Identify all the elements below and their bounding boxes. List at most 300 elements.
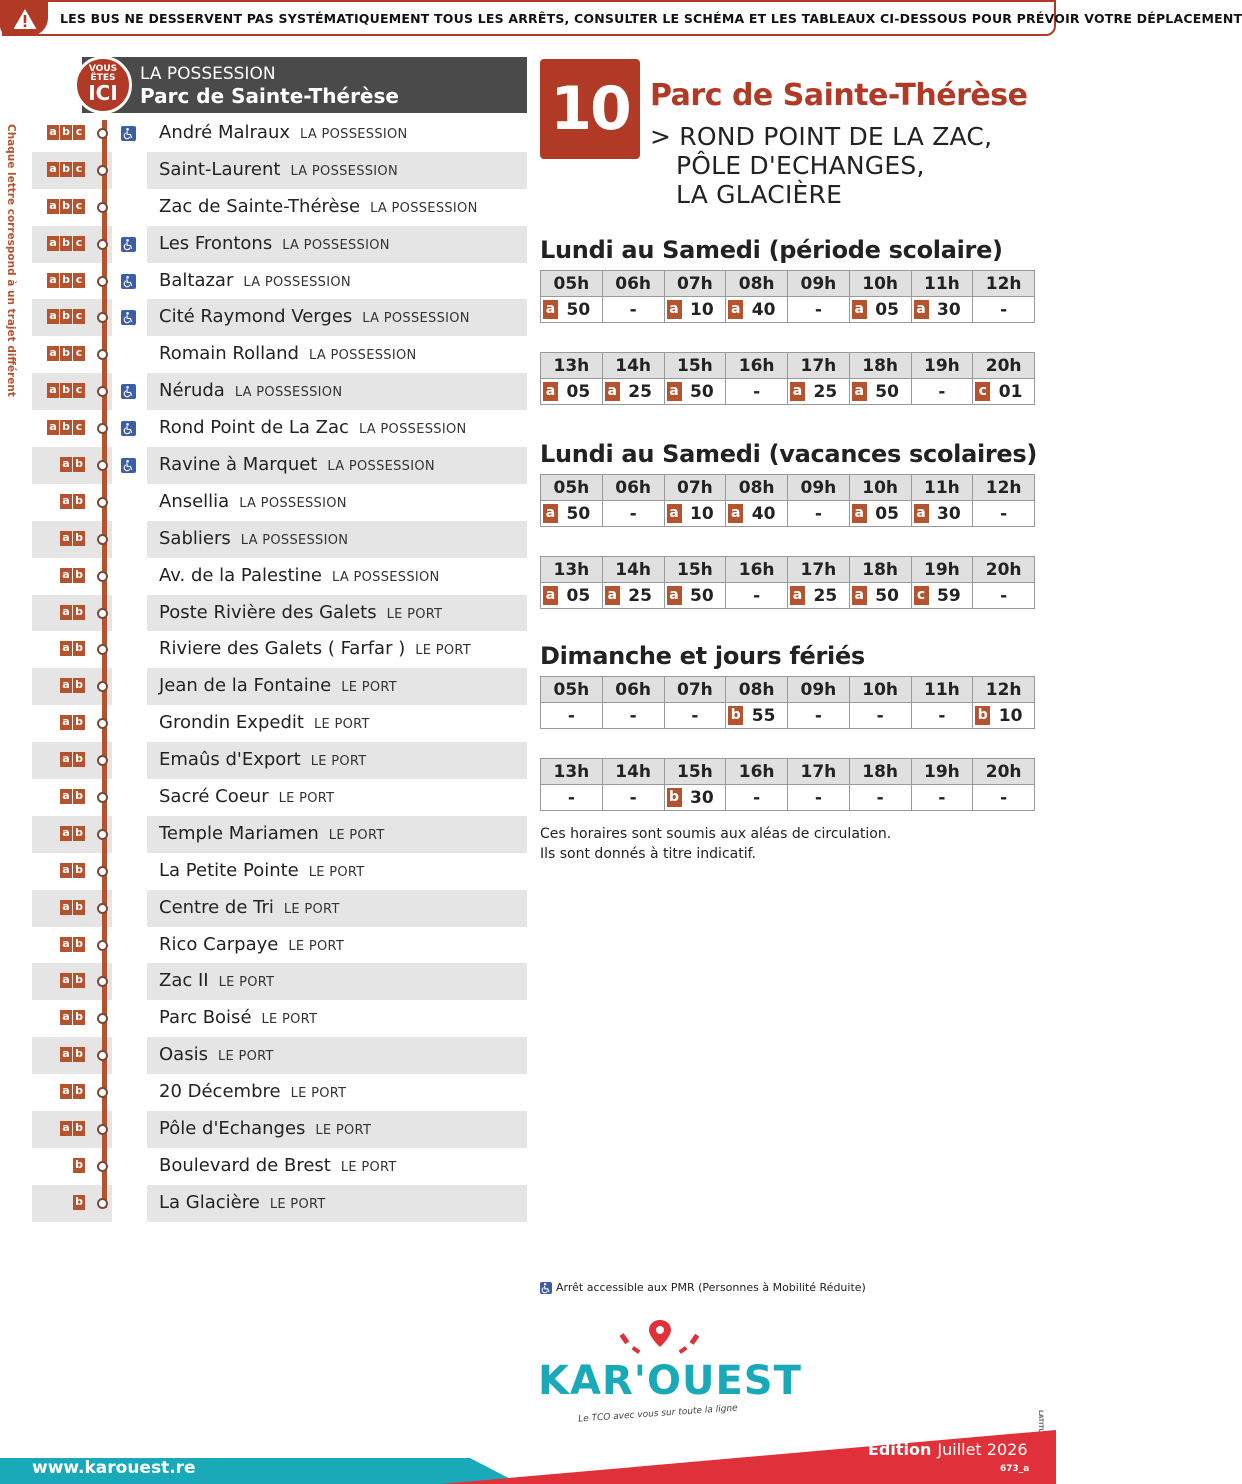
- stop-dot-icon: [97, 866, 108, 877]
- stop-name-text: Saint-Laurent: [159, 158, 281, 180]
- minute-value: -: [753, 585, 761, 606]
- minute-cell: [726, 785, 788, 811]
- hour-cell: 09h: [788, 677, 850, 703]
- minute-cell: [911, 501, 973, 527]
- stop-name: [159, 1118, 371, 1139]
- trip-tag: a: [728, 300, 743, 319]
- trip-tag: a: [728, 504, 743, 523]
- trip-letter: a: [60, 1084, 72, 1099]
- minute-cell: [602, 379, 664, 405]
- trip-letter: b: [73, 1121, 85, 1136]
- minute-cell: [541, 583, 603, 609]
- wheelchair-icon: [121, 274, 136, 289]
- trip-letter: b: [60, 309, 72, 324]
- trip-letter: b: [73, 568, 85, 583]
- pmr-cell: [112, 521, 147, 558]
- minute-cell: [911, 297, 973, 323]
- trip-letters: [47, 346, 85, 361]
- minute-cell: [788, 785, 850, 811]
- minute-cell: [849, 785, 911, 811]
- minute-value: -: [567, 705, 575, 726]
- hour-cell: 16h: [726, 557, 788, 583]
- current-stop-name: Parc de Sainte-Thérèse: [140, 84, 399, 108]
- trip-letters: [60, 937, 85, 952]
- wheelchair-icon: [121, 237, 136, 252]
- minute-cell: [602, 785, 664, 811]
- trip-letters: [47, 125, 85, 140]
- minute-value: 25: [628, 381, 652, 402]
- trip-letter: b: [60, 236, 72, 251]
- trip-letter: b: [73, 715, 85, 730]
- trip-letter: a: [60, 900, 72, 915]
- warning-badge: [2, 2, 48, 36]
- stop-name: [159, 1192, 326, 1213]
- line-title: Parc de Sainte-Thérèse: [650, 78, 1028, 113]
- minute-value: 25: [628, 585, 652, 606]
- minute-cell: [541, 379, 603, 405]
- hour-cell: 17h: [788, 353, 850, 379]
- minute-cell: [973, 297, 1035, 323]
- trip-letter: b: [73, 605, 85, 620]
- trip-tag: c: [914, 586, 929, 605]
- minute-cell: [849, 501, 911, 527]
- trip-letters: [47, 162, 85, 177]
- trip-letter: b: [60, 346, 72, 361]
- stop-name-text: Riviere des Galets ( Farfar ): [159, 638, 406, 660]
- stop-dot-icon: [97, 829, 108, 840]
- minute-value: 50: [875, 381, 899, 402]
- minute-value: 50: [690, 585, 714, 606]
- hour-cell: 16h: [726, 353, 788, 379]
- stop-name: [159, 823, 385, 844]
- you-are-here-badge: [74, 56, 132, 114]
- stop-town: LA POSSESSION: [370, 200, 478, 216]
- trip-letter: a: [60, 863, 72, 878]
- trip-letter: c: [73, 199, 85, 214]
- trip-letter: b: [73, 678, 85, 693]
- trip-letter: a: [60, 605, 72, 620]
- pmr-cell: [112, 853, 147, 890]
- hour-cell: 15h: [664, 353, 726, 379]
- stop-name: [159, 786, 334, 807]
- stop-dot-icon: [97, 534, 108, 545]
- timetable-section-title: Lundi au Samedi (période scolaire): [540, 236, 1003, 264]
- minute-cell: [664, 785, 726, 811]
- stop-name-text: Romain Rolland: [159, 343, 299, 365]
- stop-dot-icon: [97, 497, 108, 508]
- stop-town: LA POSSESSION: [327, 459, 435, 475]
- stop-town: LA POSSESSION: [308, 348, 417, 364]
- trip-letter: b: [73, 789, 85, 804]
- hour-cell: 11h: [911, 475, 973, 501]
- trip-letter: b: [60, 162, 72, 177]
- stop-town: LE PORT: [340, 1159, 397, 1175]
- stop-dot-icon: [97, 239, 108, 250]
- badge-text-etes: ÊTES: [90, 73, 116, 83]
- hour-cell: 19h: [911, 557, 973, 583]
- minute-value: -: [567, 787, 575, 808]
- stop-name-text: Rico Carpaye: [159, 933, 279, 955]
- trip-letters: [60, 457, 85, 472]
- hour-cell: 17h: [788, 759, 850, 785]
- logo-tagline: Le TCO avec vous sur toute la ligne: [577, 1403, 739, 1425]
- trip-tag: a: [914, 300, 929, 319]
- current-stop-city: LA POSSESSION: [140, 64, 276, 84]
- hour-cell: 13h: [541, 557, 603, 583]
- minute-value: -: [938, 705, 946, 726]
- trip-letters: [60, 1047, 85, 1062]
- trip-tag: a: [852, 382, 867, 401]
- trip-letter: a: [60, 826, 72, 841]
- minutes-row: [541, 379, 1035, 405]
- minute-value: 01: [998, 381, 1023, 402]
- minutes-row: [541, 703, 1035, 729]
- stop-name-text: Zac II: [159, 970, 209, 992]
- hour-cell: 20h: [973, 759, 1035, 785]
- hours-row: [541, 557, 1035, 583]
- edition-label: Édition: [868, 1440, 932, 1459]
- hour-cell: 14h: [602, 759, 664, 785]
- stop-town: LE PORT: [328, 827, 385, 843]
- stop-dot-icon: [97, 571, 108, 582]
- stop-name-text: Zac de Sainte-Thérèse: [159, 195, 361, 217]
- hour-cell: 11h: [911, 271, 973, 297]
- trip-tag: a: [543, 586, 558, 605]
- minute-cell: [664, 583, 726, 609]
- stop-town: LA POSSESSION: [300, 127, 408, 142]
- trip-letter: a: [60, 789, 72, 804]
- minute-cell: [541, 501, 603, 527]
- trip-letter: a: [47, 125, 59, 140]
- trip-tag: a: [790, 586, 805, 605]
- hours-row: [541, 271, 1035, 297]
- stop-dot-icon: [97, 202, 108, 213]
- stop-name: [159, 454, 435, 475]
- minute-value: -: [753, 787, 761, 808]
- trip-letter: a: [60, 457, 72, 472]
- minute-cell: [726, 703, 788, 729]
- minute-cell: [602, 501, 664, 527]
- trip-letter: c: [73, 162, 85, 177]
- trip-letter: a: [60, 494, 72, 509]
- trip-letter: c: [73, 420, 85, 435]
- wheelchair-icon: [121, 458, 136, 473]
- minute-cell: [973, 501, 1035, 527]
- minute-value: 05: [566, 381, 591, 402]
- trip-tag: a: [852, 300, 867, 319]
- minute-cell: [726, 379, 788, 405]
- trip-tag: a: [605, 586, 620, 605]
- trip-letter: a: [47, 199, 59, 214]
- hour-cell: 14h: [602, 353, 664, 379]
- pmr-cell: [112, 152, 147, 189]
- minute-cell: [541, 785, 603, 811]
- warning-banner: [0, 0, 1242, 36]
- minutes-row: [541, 785, 1035, 811]
- hour-cell: 09h: [788, 271, 850, 297]
- minute-cell: [849, 703, 911, 729]
- stop-name-text: Rond Point de La Zac: [159, 417, 349, 439]
- hours-row: [541, 759, 1035, 785]
- trip-tag: c: [975, 382, 990, 401]
- minute-cell: [849, 379, 911, 405]
- pmr-cell: [112, 1074, 147, 1111]
- pmr-cell: [112, 890, 147, 927]
- trip-tag: a: [667, 382, 682, 401]
- hour-cell: 13h: [541, 759, 603, 785]
- minute-cell: [973, 785, 1035, 811]
- hours-row: [541, 677, 1035, 703]
- minute-value: -: [1000, 299, 1008, 320]
- minute-value: -: [629, 503, 637, 524]
- trip-letters: [60, 678, 85, 693]
- minute-cell: [602, 583, 664, 609]
- trip-letter: c: [73, 309, 85, 324]
- stop-dot-icon: [97, 792, 108, 803]
- minute-value: -: [938, 787, 946, 808]
- hour-cell: 20h: [973, 353, 1035, 379]
- trip-letter: b: [73, 752, 85, 767]
- trip-letters: [60, 826, 85, 841]
- stop-dot-icon: [97, 903, 108, 914]
- pmr-cell: [112, 816, 147, 853]
- stop-name-text: Cité Raymond Verges: [159, 306, 353, 328]
- stop-name: [159, 233, 390, 254]
- stop-name-text: Emaûs d'Export: [159, 749, 301, 771]
- stop-name-text: Baltazar: [159, 269, 234, 291]
- timetable: [540, 556, 1035, 609]
- minute-cell: [726, 501, 788, 527]
- hour-cell: 10h: [849, 677, 911, 703]
- stop-name-text: Néruda: [159, 380, 225, 402]
- stop-name: [159, 417, 467, 438]
- karouest-logo: [538, 1318, 802, 1428]
- hour-cell: 17h: [788, 557, 850, 583]
- hour-cell: 07h: [664, 271, 726, 297]
- trip-letter: a: [47, 236, 59, 251]
- stop-town: LE PORT: [341, 680, 398, 696]
- minute-value: 10: [998, 705, 1023, 726]
- minute-value: -: [938, 381, 946, 402]
- stop-name: [159, 970, 274, 991]
- stop-dot-icon: [97, 276, 108, 287]
- trip-letter: c: [73, 125, 85, 140]
- minute-value: -: [814, 299, 822, 320]
- trip-letters: [60, 568, 85, 583]
- trip-tag: a: [852, 586, 867, 605]
- website-link[interactable]: www.karouest.re: [32, 1458, 196, 1478]
- minutes-row: [541, 297, 1035, 323]
- trip-letter: a: [47, 162, 59, 177]
- stop-name: [159, 491, 347, 512]
- badge-text-vous: VOUS: [88, 64, 118, 74]
- timetable: [540, 758, 1035, 811]
- document-code: 673_a: [1000, 1464, 1030, 1474]
- stop-town: LA POSSESSION: [234, 385, 343, 401]
- pmr-cell: [112, 1185, 147, 1222]
- minute-value: -: [1000, 787, 1008, 808]
- minutes-row: [541, 501, 1035, 527]
- hour-cell: 12h: [973, 271, 1035, 297]
- trip-letters: [47, 236, 85, 251]
- minute-cell: [664, 703, 726, 729]
- stop-dot-icon: [97, 1198, 108, 1209]
- stop-name: [159, 380, 342, 401]
- hour-cell: 08h: [726, 475, 788, 501]
- stop-name: [159, 675, 397, 696]
- trip-tag: a: [543, 504, 558, 523]
- stop-town: LA POSSESSION: [239, 495, 347, 511]
- trip-letter: b: [73, 863, 85, 878]
- minute-value: 50: [566, 299, 591, 320]
- stop-dot-icon: [97, 165, 108, 176]
- stop-name-text: Parc Boisé: [159, 1007, 252, 1029]
- minute-cell: [602, 297, 664, 323]
- minute-cell: [849, 297, 911, 323]
- trip-letters: [60, 752, 85, 767]
- stop-town: LE PORT: [315, 1123, 372, 1139]
- pmr-legend: [540, 1281, 866, 1294]
- minute-value: 40: [751, 299, 776, 320]
- minute-cell: [788, 703, 850, 729]
- minute-value: -: [629, 705, 637, 726]
- minute-value: 05: [566, 585, 591, 606]
- trip-letter: a: [60, 531, 72, 546]
- hour-cell: 20h: [973, 557, 1035, 583]
- stop-dot-icon: [97, 1161, 108, 1172]
- minute-cell: [911, 583, 973, 609]
- trip-letter: b: [73, 1195, 85, 1210]
- trip-letters: [60, 973, 85, 988]
- trip-letter: b: [60, 420, 72, 435]
- stop-town: LE PORT: [278, 791, 335, 807]
- minute-cell: [664, 379, 726, 405]
- trip-tag: a: [667, 504, 682, 523]
- logo-wordmark: KAR'OUEST: [538, 1358, 802, 1404]
- trip-letter: a: [47, 420, 59, 435]
- stop-name-text: Centre de Tri: [159, 896, 274, 918]
- side-note-text: Chaque lettre correspond à un trajet différent: [5, 124, 17, 397]
- trip-letter: b: [73, 973, 85, 988]
- trip-letters: [73, 1158, 85, 1173]
- stop-name-text: Jean de la Fontaine: [159, 675, 332, 697]
- hour-cell: 08h: [726, 271, 788, 297]
- trip-letters: [60, 1084, 85, 1099]
- stop-name-text: Boulevard de Brest: [159, 1154, 331, 1176]
- trip-letter: b: [73, 1158, 85, 1173]
- minute-value: 30: [937, 503, 961, 524]
- trip-letter: a: [47, 346, 59, 361]
- warning-icon: [12, 7, 38, 31]
- trip-letter: a: [60, 937, 72, 952]
- stop-town: LE PORT: [218, 975, 275, 991]
- pmr-cell: [112, 595, 147, 632]
- trip-letter: a: [60, 678, 72, 693]
- wheelchair-icon: [540, 1282, 552, 1294]
- trip-letter: b: [60, 383, 72, 398]
- stop-name-text: Grondin Expedit: [159, 712, 304, 734]
- hour-cell: 18h: [849, 759, 911, 785]
- pmr-cell: [112, 484, 147, 521]
- stop-town: LE PORT: [386, 606, 443, 622]
- pmr-cell: [112, 668, 147, 705]
- wheelchair-icon: [121, 310, 136, 325]
- trip-letter: b: [73, 531, 85, 546]
- trip-tag: a: [667, 300, 682, 319]
- hour-cell: 10h: [849, 475, 911, 501]
- stop-town: LE PORT: [217, 1049, 274, 1065]
- trip-letter: a: [47, 273, 59, 288]
- minute-value: 30: [937, 299, 961, 320]
- trip-letters: [60, 789, 85, 804]
- stop-name: [159, 860, 365, 881]
- line-number: 10: [540, 59, 640, 159]
- trip-letter: c: [73, 273, 85, 288]
- trip-letter: b: [73, 900, 85, 915]
- trip-letter: c: [73, 236, 85, 251]
- edition-info: [868, 1440, 1028, 1459]
- stop-name: [159, 1044, 274, 1065]
- trip-letters: [60, 863, 85, 878]
- minute-value: 55: [751, 705, 776, 726]
- stop-name-text: Sacré Coeur: [159, 786, 269, 808]
- trip-letter: b: [60, 273, 72, 288]
- timetable: [540, 676, 1035, 729]
- hours-row: [541, 475, 1035, 501]
- stop-name: [159, 306, 470, 327]
- stop-town: LE PORT: [415, 643, 472, 659]
- pmr-cell: [112, 742, 147, 779]
- minute-value: -: [814, 705, 822, 726]
- trip-tag: a: [914, 504, 929, 523]
- minute-value: 50: [566, 503, 591, 524]
- hour-cell: 07h: [664, 475, 726, 501]
- hour-cell: 07h: [664, 677, 726, 703]
- minute-value: 50: [875, 585, 899, 606]
- hour-cell: 05h: [541, 271, 603, 297]
- trip-letter: b: [73, 937, 85, 952]
- stop-name: [159, 159, 398, 180]
- minute-value: -: [753, 381, 761, 402]
- trip-tag: b: [667, 788, 682, 807]
- minute-value: -: [814, 787, 822, 808]
- minute-value: 25: [813, 585, 838, 606]
- minutes-row: [541, 583, 1035, 609]
- hour-cell: 19h: [911, 353, 973, 379]
- minute-value: -: [629, 787, 637, 808]
- stop-name: [159, 1081, 346, 1102]
- minute-value: 25: [813, 381, 838, 402]
- minute-value: 59: [937, 585, 961, 606]
- stop-name: [159, 1007, 317, 1028]
- trip-letter: b: [73, 1010, 85, 1025]
- hour-cell: 15h: [664, 557, 726, 583]
- minute-cell: [911, 703, 973, 729]
- trip-letter: a: [60, 568, 72, 583]
- stop-name-text: Poste Rivière des Galets: [159, 601, 377, 623]
- stop-town: LE PORT: [269, 1196, 326, 1212]
- trip-letters: [60, 1121, 85, 1136]
- edition-date: Juillet 2026: [937, 1440, 1028, 1459]
- minute-cell: [602, 703, 664, 729]
- trip-letter: b: [73, 1084, 85, 1099]
- hour-cell: 12h: [973, 475, 1035, 501]
- trip-tag: b: [975, 706, 990, 725]
- stop-name-text: Ravine à Marquet: [159, 454, 318, 476]
- wheelchair-icon: [121, 384, 136, 399]
- minute-cell: [788, 583, 850, 609]
- timetable-note: [540, 824, 891, 864]
